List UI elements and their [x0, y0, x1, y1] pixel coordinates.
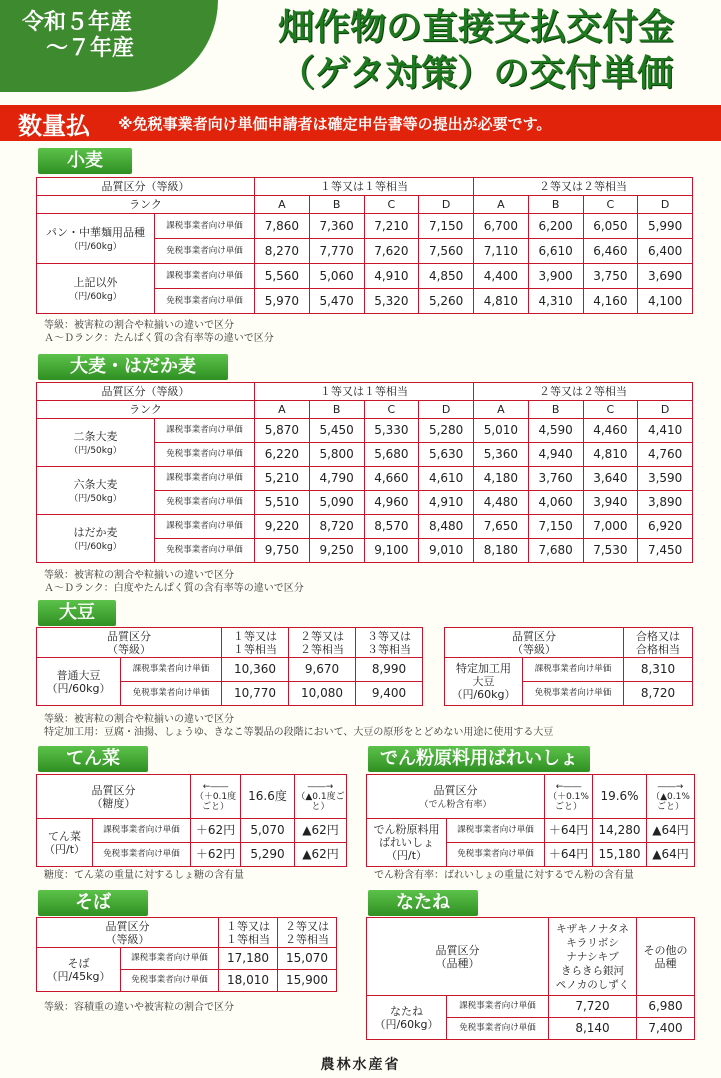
wheat-rank-header: ランク: [37, 196, 255, 214]
price-cell: 6,700: [474, 214, 529, 239]
price-cell: 6,220: [255, 443, 310, 467]
price-cell: 6,980: [637, 996, 695, 1018]
free-label: 免税事業者向け単価: [155, 239, 255, 264]
free-label: 免税事業者向け単価: [155, 491, 255, 515]
price-cell: 4,610: [419, 467, 474, 491]
soy-heading: 大豆: [38, 600, 116, 626]
header-text: その他の: [643, 943, 688, 957]
header-text: ２等又は: [285, 919, 329, 933]
beet-heading: てん菜: [38, 746, 148, 772]
page-title-line-2: （ゲタ対策）の交付単価: [278, 53, 674, 94]
price-cell: 4,100: [638, 289, 693, 314]
soy-note-1: 等級：被害粒の割合や粒揃いの違いで区分: [44, 714, 234, 725]
price-cell: 5,320: [364, 289, 419, 314]
rank-b: B: [528, 196, 583, 214]
price-cell: 6,050: [583, 214, 638, 239]
price-cell: 3,690: [638, 264, 693, 289]
varieties-header: [549, 918, 637, 996]
price-cell: 6,200: [528, 214, 583, 239]
wheat-note-2: Ａ～Ｄランク：たんぱく質の含有率等の違いで区分: [44, 333, 274, 344]
header-text: 品質区分: [435, 943, 480, 957]
header-sub: ２等相当: [300, 642, 344, 656]
header-text: 品質区分: [91, 783, 136, 797]
price-cell: 8,720: [309, 515, 364, 539]
price-cell: 4,760: [638, 443, 693, 467]
price-cell: 5,800: [309, 443, 364, 467]
price-cell: 15,900: [278, 970, 337, 992]
row-name: 大豆: [472, 675, 495, 688]
barley-grade2-header: ２等又は２等相当: [474, 383, 693, 401]
rank-a: A: [255, 401, 310, 419]
minus-step-header: [295, 775, 347, 819]
beet-quality-header: [37, 775, 191, 819]
price-cell: 3,590: [638, 467, 693, 491]
row-label: [37, 819, 93, 867]
row-name: 二条大麦: [73, 429, 118, 443]
header-text: １等又は: [233, 629, 277, 643]
header-sub: １等相当: [233, 642, 277, 656]
potato-quality-header: [367, 775, 545, 819]
header-text: 品質区分: [107, 629, 151, 643]
row-label: [37, 264, 155, 314]
price-cell: 15,070: [278, 948, 337, 970]
tax-label: 課税事業者向け単価: [155, 467, 255, 491]
header-sub: （等級）: [107, 642, 151, 656]
price-cell: 5,510: [255, 491, 310, 515]
price-cell: 5,970: [255, 289, 310, 314]
tax-label: 課税事業者向け単価: [155, 214, 255, 239]
price-cell: 8,990: [356, 658, 423, 682]
price-cell: 3,900: [528, 264, 583, 289]
price-cell: 9,100: [364, 539, 419, 563]
rank-b: B: [309, 196, 364, 214]
free-label: 免税事業者向け単価: [447, 1018, 549, 1040]
price-cell: 3,760: [528, 467, 583, 491]
price-cell: 9,670: [289, 658, 356, 682]
header-text: 品質区分: [105, 919, 150, 933]
row-unit: （円/60kg）: [374, 1017, 439, 1031]
price-cell: 6,460: [583, 239, 638, 264]
rank-c: C: [364, 401, 419, 419]
price-cell: 4,480: [474, 491, 529, 515]
price-cell: 5,010: [474, 419, 529, 443]
potato-table: [366, 774, 695, 867]
free-label: 免税事業者向け単価: [155, 289, 255, 314]
row-name: なたね: [390, 1004, 423, 1018]
price-cell: 7,650: [474, 515, 529, 539]
price-cell: 7,360: [309, 214, 364, 239]
free-label: 免税事業者向け単価: [155, 539, 255, 563]
free-label: 免税事業者向け単価: [447, 843, 545, 867]
beet-table: [36, 774, 347, 867]
price-cell: 5,630: [419, 443, 474, 467]
header-sub: ３等相当: [367, 642, 411, 656]
price-cell: 4,400: [474, 264, 529, 289]
variety-name: キラリボシ: [566, 936, 619, 949]
price-cell: 5,210: [255, 467, 310, 491]
rank-d: D: [419, 401, 474, 419]
price-cell: 5,290: [241, 843, 295, 867]
price-cell: 4,660: [364, 467, 419, 491]
soy-quality-header: [37, 628, 222, 658]
beet-note: 糖度：てん菜の重量に対するしょ糖の含有量: [44, 870, 244, 881]
price-cell: 7,400: [637, 1018, 695, 1040]
barley-quality-header: 品質区分（等級）: [37, 383, 255, 401]
quantity-payment-label: 数量払: [18, 111, 90, 140]
buckwheat-table: [36, 917, 337, 992]
price-cell: 4,160: [583, 289, 638, 314]
potato-note: でん粉含有率：ばれいしょの重量に対するでん粉の含有量: [374, 870, 634, 881]
price-cell: 9,220: [255, 515, 310, 539]
free-label: 免税事業者向け単価: [121, 970, 219, 992]
row-label: [37, 515, 155, 563]
row-name: 上記以外: [73, 275, 118, 289]
right-arrow-icon: ――→: [307, 781, 334, 792]
price-cell: ＋62円: [191, 819, 241, 843]
price-cell: 7,860: [255, 214, 310, 239]
row-label: [37, 948, 121, 992]
rank-b: B: [528, 401, 583, 419]
buckwheat-heading: そば: [38, 890, 148, 916]
barley-table: [36, 382, 693, 563]
tax-label: 課税事業者向け単価: [155, 419, 255, 443]
year-badge: [0, 0, 218, 92]
rank-b: B: [309, 401, 364, 419]
base-starch-header: 19.6%: [593, 775, 647, 819]
price-cell: 7,680: [528, 539, 583, 563]
price-cell: ＋64円: [545, 819, 593, 843]
row-unit: （円/60kg）: [69, 541, 122, 552]
price-cell: 4,810: [583, 443, 638, 467]
price-cell: 5,470: [309, 289, 364, 314]
price-cell: 7,620: [364, 239, 419, 264]
step-text: （＋0.1%ごと）: [548, 791, 589, 812]
variety-name: ナナシキブ: [566, 950, 619, 963]
special-soy-table: [444, 627, 693, 706]
ministry-footer: 農林水産省: [320, 1057, 401, 1073]
header-sub: （でん粉含有率）: [419, 799, 492, 810]
tax-label: 課税事業者向け単価: [155, 264, 255, 289]
tax-label: 課税事業者向け単価: [155, 515, 255, 539]
tax-exempt-notice: ※免税事業者向け単価申請者は確定申告書等の提出が必要です。: [118, 114, 552, 133]
price-cell: 9,400: [356, 682, 423, 706]
price-cell: 17,180: [219, 948, 278, 970]
price-cell: 5,280: [419, 419, 474, 443]
price-cell: ▲64円: [647, 819, 695, 843]
row-unit: （円/60kg）: [46, 681, 111, 695]
wheat-grade2-header: ２等又は２等相当: [474, 178, 693, 196]
row-label: [37, 214, 155, 264]
pass-header: [624, 628, 693, 658]
header-sub: 合格相当: [636, 642, 680, 656]
row-name: 特定加工用: [456, 662, 511, 675]
plus-step-header: [545, 775, 593, 819]
row-name: パン・中華麺用品種: [46, 225, 145, 239]
header-sub: （等級）: [105, 932, 150, 946]
price-cell: 4,790: [309, 467, 364, 491]
header-text: 品質区分: [512, 629, 556, 643]
price-cell: 5,450: [309, 419, 364, 443]
barley-note-2: Ａ～Ｄランク：白度やたんぱく質の含有率等の違いで区分: [44, 583, 304, 594]
price-cell: 5,070: [241, 819, 295, 843]
header-text: ３等又は: [367, 629, 411, 643]
row-label: [37, 419, 155, 467]
header-sub: （糖度）: [91, 796, 136, 810]
barley-rank-header: ランク: [37, 401, 255, 419]
row-label: [445, 658, 523, 706]
price-cell: 8,180: [474, 539, 529, 563]
price-cell: 7,000: [583, 515, 638, 539]
row-label: [367, 819, 447, 867]
price-cell: 18,010: [219, 970, 278, 992]
soy-table: [36, 627, 423, 706]
rank-a: A: [474, 196, 529, 214]
rank-a: A: [474, 401, 529, 419]
rapeseed-heading: なたね: [368, 890, 478, 916]
barley-note-1: 等級：被害粒の割合や粒揃いの違いで区分: [44, 570, 234, 581]
price-cell: 5,090: [309, 491, 364, 515]
wheat-table: [36, 177, 693, 314]
row-name: そば: [67, 956, 90, 970]
rank-c: C: [364, 196, 419, 214]
tax-label: 課税事業者向け単価: [121, 948, 219, 970]
price-cell: 8,480: [419, 515, 474, 539]
row-unit: （円/50kg）: [69, 493, 122, 504]
price-cell: 7,150: [528, 515, 583, 539]
price-cell: 8,720: [624, 682, 693, 706]
row-unit: （円/t）: [385, 849, 428, 862]
price-cell: 4,850: [419, 264, 474, 289]
price-cell: 10,770: [222, 682, 289, 706]
price-cell: 5,870: [255, 419, 310, 443]
tax-label: 課税事業者向け単価: [523, 658, 624, 682]
other-varieties-header: [637, 918, 695, 996]
price-cell: 4,590: [528, 419, 583, 443]
price-cell: 5,990: [638, 214, 693, 239]
price-cell: 3,940: [583, 491, 638, 515]
header-sub: 品種: [654, 956, 677, 970]
price-cell: 10,080: [289, 682, 356, 706]
price-cell: 6,610: [528, 239, 583, 264]
price-cell: 6,400: [638, 239, 693, 264]
row-label: [37, 658, 121, 706]
price-cell: ▲62円: [295, 819, 347, 843]
price-cell: 7,530: [583, 539, 638, 563]
row-name: ばれいしょ: [379, 836, 434, 849]
price-cell: 7,110: [474, 239, 529, 264]
row-name: 六条大麦: [73, 477, 118, 491]
wheat-grade1-header: １等又は１等相当: [255, 178, 474, 196]
price-cell: 4,180: [474, 467, 529, 491]
left-arrow-icon: ←――: [202, 781, 229, 792]
price-cell: 3,640: [583, 467, 638, 491]
rank-d: D: [419, 196, 474, 214]
row-name: はだか麦: [73, 525, 118, 539]
price-cell: 3,890: [638, 491, 693, 515]
grade2-header: [289, 628, 356, 658]
special-quality-header: [445, 628, 624, 658]
step-text: （＋0.1度ごと）: [194, 791, 237, 812]
rank-d: D: [638, 196, 693, 214]
price-cell: 5,360: [474, 443, 529, 467]
price-cell: 4,060: [528, 491, 583, 515]
minus-step-header: [647, 775, 695, 819]
barley-heading: 大麦・はだか麦: [38, 354, 228, 380]
price-cell: 4,810: [474, 289, 529, 314]
grade1-header: [219, 918, 278, 948]
price-cell: 4,960: [364, 491, 419, 515]
price-cell: 8,270: [255, 239, 310, 264]
step-text: （▲0.1度ごと）: [296, 791, 345, 812]
barley-grade1-header: １等又は１等相当: [255, 383, 474, 401]
rank-c: C: [583, 401, 638, 419]
rapeseed-quality-header: [367, 918, 549, 996]
price-cell: ▲62円: [295, 843, 347, 867]
header-sub: １等相当: [226, 932, 270, 946]
price-cell: 4,310: [528, 289, 583, 314]
row-name: てん菜: [48, 829, 81, 843]
price-cell: 4,910: [419, 491, 474, 515]
wheat-quality-header: 品質区分（等級）: [37, 178, 255, 196]
variety-name: ペノカのしずく: [555, 978, 630, 991]
buckwheat-quality-header: [37, 918, 219, 948]
header-sub: （品種）: [435, 956, 480, 970]
price-cell: 14,280: [593, 819, 647, 843]
variety-name: きらきら銀河: [561, 964, 624, 977]
base-sugar-header: 16.6度: [241, 775, 295, 819]
price-cell: 4,910: [364, 264, 419, 289]
wheat-heading: 小麦: [38, 148, 132, 174]
variety-name: キザキノナタネ: [556, 922, 629, 935]
price-cell: 7,450: [638, 539, 693, 563]
price-cell: ＋62円: [191, 843, 241, 867]
row-unit: （円/60kg）: [69, 291, 122, 302]
free-label: 免税事業者向け単価: [93, 843, 191, 867]
price-cell: 5,330: [364, 419, 419, 443]
header-text: 合格又は: [636, 629, 680, 643]
price-cell: 7,150: [419, 214, 474, 239]
price-cell: 7,210: [364, 214, 419, 239]
price-cell: 9,750: [255, 539, 310, 563]
price-cell: 9,010: [419, 539, 474, 563]
price-cell: 8,310: [624, 658, 693, 682]
row-label: [37, 467, 155, 515]
price-cell: 7,560: [419, 239, 474, 264]
row-label: [367, 996, 447, 1040]
right-arrow-icon: ――→: [657, 781, 684, 792]
price-cell: 3,750: [583, 264, 638, 289]
row-name: 普通大豆: [56, 668, 101, 682]
grade2-header: [278, 918, 337, 948]
tax-label: 課税事業者向け単価: [93, 819, 191, 843]
price-cell: 4,460: [583, 419, 638, 443]
potato-heading: でん粉原料用ばれいしょ: [368, 746, 590, 772]
row-unit: （円/60kg）: [69, 241, 122, 252]
rank-a: A: [255, 196, 310, 214]
rapeseed-table: [366, 917, 695, 1040]
price-cell: 8,570: [364, 515, 419, 539]
price-cell: 5,680: [364, 443, 419, 467]
free-label: 免税事業者向け単価: [155, 443, 255, 467]
price-cell: 5,260: [419, 289, 474, 314]
free-label: 免税事業者向け単価: [121, 682, 222, 706]
quantity-payment-bar: [0, 105, 721, 141]
left-arrow-icon: ←――: [555, 781, 582, 792]
price-cell: 10,360: [222, 658, 289, 682]
tax-label: 課税事業者向け単価: [447, 819, 545, 843]
price-cell: 9,250: [309, 539, 364, 563]
badge-line-2: ～７年産: [46, 36, 135, 61]
row-unit: （円/60kg）: [451, 688, 516, 701]
tax-label: 課税事業者向け単価: [447, 996, 549, 1018]
row-unit: （円/50kg）: [69, 445, 122, 456]
price-cell: 15,180: [593, 843, 647, 867]
price-cell: 7,770: [309, 239, 364, 264]
header-sub: ２等相当: [285, 932, 329, 946]
grade3-header: [356, 628, 423, 658]
price-cell: 8,140: [549, 1018, 637, 1040]
price-cell: 6,920: [638, 515, 693, 539]
price-cell: 5,060: [309, 264, 364, 289]
step-text: （▲0.1%ごと）: [651, 791, 690, 812]
header-text: 品質区分: [433, 783, 478, 797]
grade1-header: [222, 628, 289, 658]
price-cell: ＋64円: [545, 843, 593, 867]
row-unit: （円/t）: [43, 842, 86, 856]
free-label: 免税事業者向け単価: [523, 682, 624, 706]
header-text: ２等又は: [300, 629, 344, 643]
header-text: １等又は: [226, 919, 270, 933]
wheat-note-1: 等級：被害粒の割合や粒揃いの違いで区分: [44, 320, 234, 331]
price-cell: 5,560: [255, 264, 310, 289]
header-sub: （等級）: [512, 642, 556, 656]
page-title-line-1: 畑作物の直接支払交付金: [277, 7, 674, 48]
badge-line-1: 令和５年産: [22, 10, 133, 35]
rank-d: D: [638, 401, 693, 419]
price-cell: 4,940: [528, 443, 583, 467]
plus-step-header: [191, 775, 241, 819]
buckwheat-note: 等級：容積重の違いや被害粒の割合で区分: [44, 1002, 234, 1013]
tax-label: 課税事業者向け単価: [121, 658, 222, 682]
row-unit: （円/45kg）: [46, 969, 111, 983]
soy-note-2: 特定加工用：豆腐・油揚、しょうゆ、きなこ等製品の段階において、大豆の原形をとどめない用途に使用する大豆: [44, 727, 554, 738]
row-name: でん粉原料用: [373, 823, 440, 836]
price-cell: ▲64円: [647, 843, 695, 867]
price-cell: 4,410: [638, 419, 693, 443]
price-cell: 7,720: [549, 996, 637, 1018]
rank-c: C: [583, 196, 638, 214]
